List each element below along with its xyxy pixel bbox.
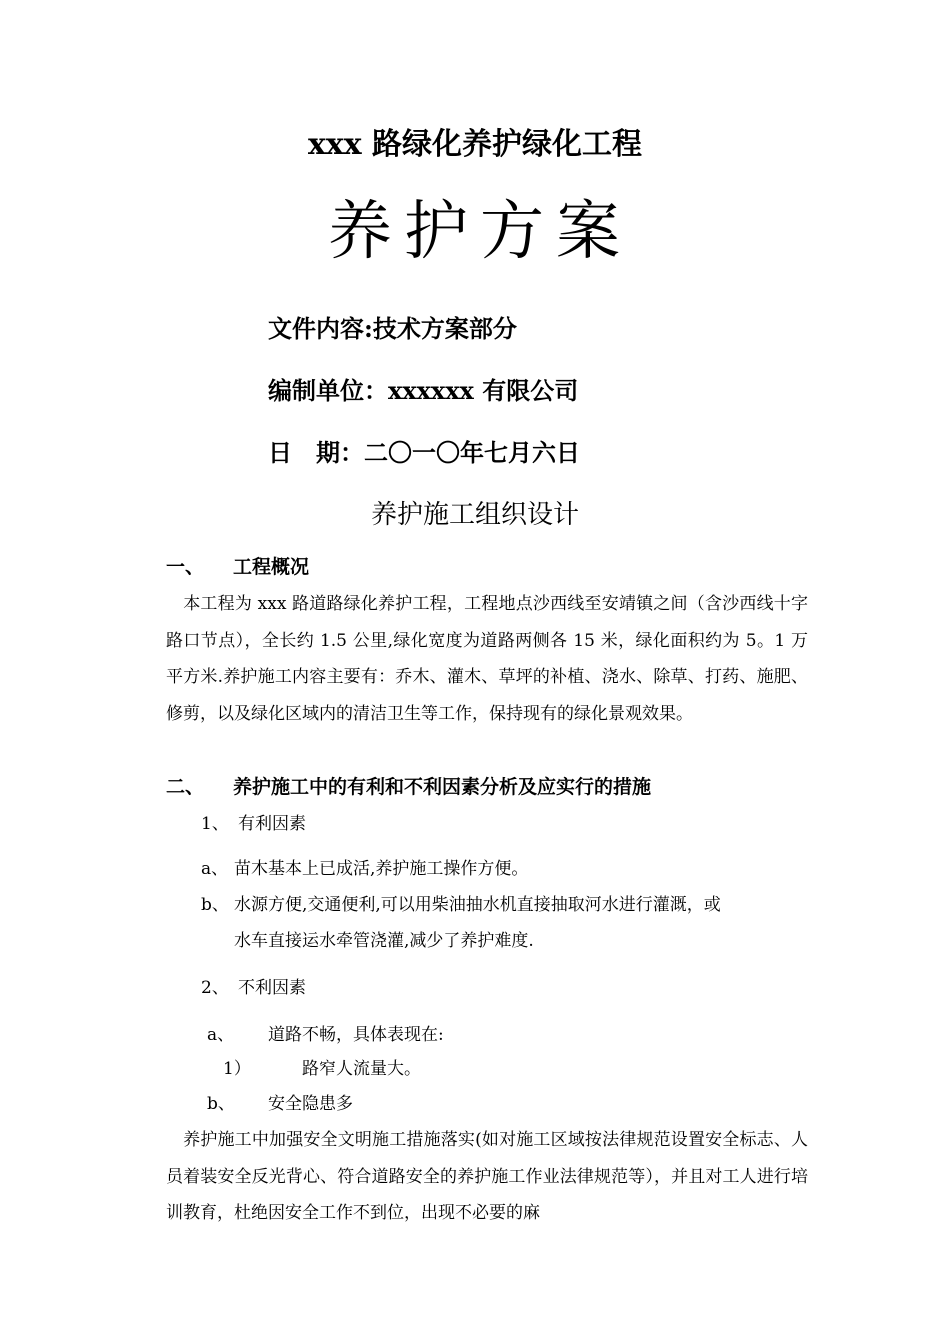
item-a2-text: 道路不畅，具体表现在:	[268, 1025, 444, 1045]
meta-date	[268, 438, 580, 467]
section-1-body: 本工程为 xxx 路道路绿化养护工程，工程地点沙西线至安靖镇之间（含沙西线十字路口节点），全长约 1.5 公里,绿化宽度为道路两侧各 15 米，绿化面积约为 5。1 万平方米.养护施工内容主要有：乔木、灌木、草坪的补植、浇水、除草、打药、施肥、修剪，以及绿化区域内的清洁卫生等工作，保持现有的绿化景观效果。	[166, 594, 808, 724]
document-title: xxx 路绿化养护绿化工程	[307, 127, 643, 162]
meta-unit: 编制单位：xxxxxx 有限公司	[268, 376, 579, 405]
section-2-title: 养护施工中的有利和不利因素分析及应实行的措施	[233, 776, 652, 798]
item-b-text-line1: 水源方便,交通便利,可以用柴油抽水机直接抽取河水进行灌溉，或	[234, 895, 721, 915]
subsection-2-number: 2、	[201, 978, 229, 998]
item-b-text-line2: 水车直接运水牵管浇灌,减少了养护难度.	[234, 931, 534, 951]
item-b-label: b、	[201, 895, 229, 915]
item-1-label: 1）	[223, 1059, 251, 1079]
item-b2-text: 安全隐患多	[268, 1094, 353, 1114]
subsection-2-title: 不利因素	[238, 978, 306, 998]
item-b2-label: b、	[207, 1094, 235, 1114]
subsection-1-number: 1、	[201, 814, 229, 834]
item-a-text: 苗木基本上已成活,养护施工操作方便。	[234, 859, 529, 879]
section-subtitle: 养护施工组织设计	[370, 500, 579, 530]
section-2-body: 养护施工中加强安全文明施工措施落实(如对施工区域按法律规范设置安全标志、人员着装安全反光背心、符合道路安全的养护施工作业法律规范等），并且对工人进行培训教育，杜绝因安全工作不到位，出现不必要的麻	[166, 1130, 808, 1223]
item-1-text: 路窄人流量大。	[302, 1059, 421, 1079]
item-a-label: a、	[201, 859, 229, 879]
meta-content: 文件内容:技术方案部分	[268, 314, 517, 343]
section-2-number: 二、	[166, 776, 205, 798]
document-big-title: 养护方案	[328, 195, 632, 269]
meta-date-label: 日 期：	[268, 438, 364, 467]
section-1-number: 一、	[166, 556, 205, 578]
meta-date-value: 二〇一〇年七月六日	[364, 438, 580, 467]
item-a2-label: a、	[207, 1025, 235, 1045]
subsection-1-title: 有利因素	[238, 814, 306, 834]
section-1-title: 工程概况	[233, 556, 310, 578]
